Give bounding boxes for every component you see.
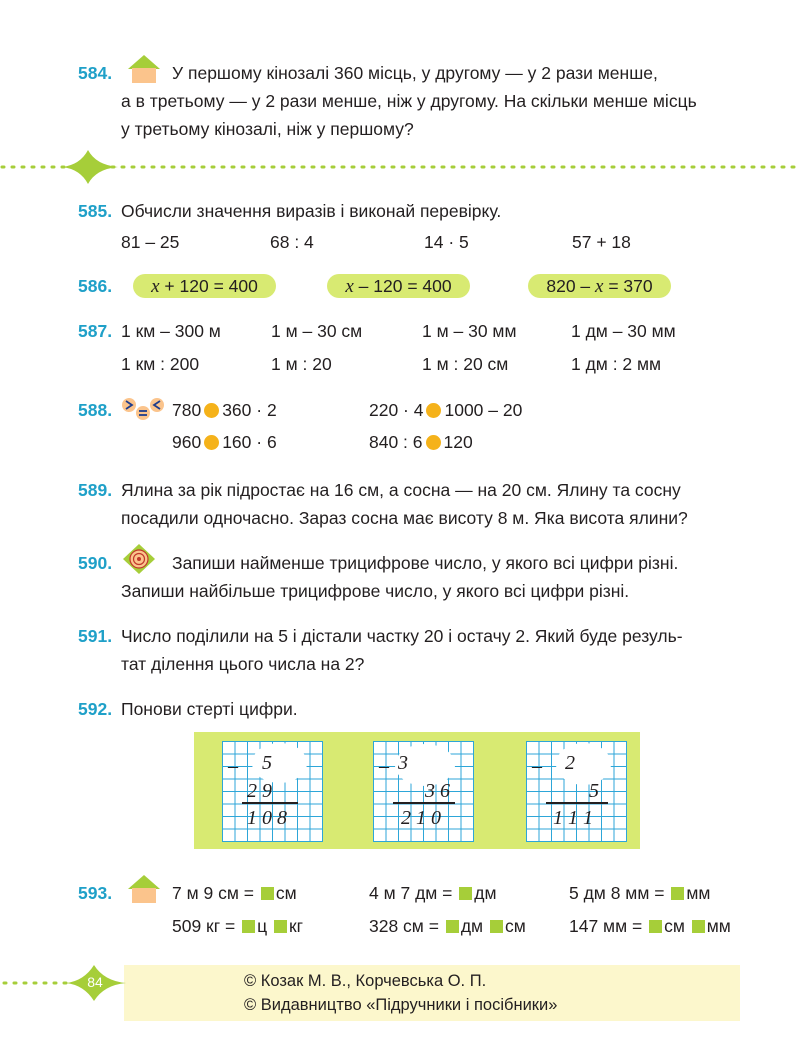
compare-slot-icon bbox=[204, 403, 219, 418]
blank-box-icon bbox=[274, 920, 287, 933]
compare-slot-icon bbox=[426, 403, 441, 418]
task-number: 586. bbox=[78, 276, 113, 296]
task-text-line: а в третьому — у 2 рази менше, ніж у другому. На скільки менше місць bbox=[121, 91, 697, 111]
blank-box-icon bbox=[446, 920, 459, 933]
equation: x – 120 = 400 bbox=[327, 274, 470, 298]
task-text-line: тат ділення цього числа на 2? bbox=[121, 654, 365, 674]
home-icon bbox=[126, 874, 162, 904]
task-number: 590. bbox=[78, 553, 113, 573]
conversion: 4 м 7 дм = дм bbox=[369, 883, 497, 903]
section-divider bbox=[0, 146, 800, 186]
conversion: 147 мм = см мм bbox=[569, 916, 731, 936]
task-number: 592. bbox=[78, 699, 113, 719]
expression: 1 м – 30 мм bbox=[422, 321, 517, 341]
comparison: 780 360 · 2 bbox=[172, 400, 277, 420]
expression: 1 дм – 30 мм bbox=[571, 321, 676, 341]
expression: 1 м : 20 см bbox=[422, 354, 509, 374]
expression: 1 км – 300 м bbox=[121, 321, 221, 341]
task-number: 591. bbox=[78, 626, 113, 646]
page-number: 84 bbox=[87, 974, 103, 990]
equation: 820 – x = 370 bbox=[528, 274, 671, 298]
task-text-line: Число поділили на 5 і дістали частку 20 і остачу 2. Який буде резуль- bbox=[121, 626, 683, 646]
comparison: 840 : 6 120 bbox=[369, 432, 473, 452]
division-grid: – 3 3 6 2 1 0 bbox=[373, 741, 474, 842]
expression: 1 м – 30 см bbox=[271, 321, 363, 341]
blank-box-icon bbox=[692, 920, 705, 933]
conversion: 7 м 9 см = см bbox=[172, 883, 297, 903]
task-text: Обчисли значення виразів і виконай перевірку. bbox=[121, 201, 502, 221]
task-text-line: У першому кінозалі 360 місць, у другому — у 2 рази менше, bbox=[172, 63, 658, 83]
comparison: 220 · 4 1000 – 20 bbox=[369, 400, 523, 420]
conversion: 328 см = дм см bbox=[369, 916, 526, 936]
expression: 1 дм : 2 мм bbox=[571, 354, 662, 374]
expression: 1 км : 200 bbox=[121, 354, 200, 374]
compare-signs-icon bbox=[121, 397, 165, 421]
division-grid: – 5 2 9 1 0 8 bbox=[222, 741, 323, 842]
task-number: 584. bbox=[78, 63, 113, 83]
blank-box-icon bbox=[671, 887, 684, 900]
blank-box-icon bbox=[490, 920, 503, 933]
conversion: 509 кг = ц кг bbox=[172, 916, 304, 936]
division-grid: – 2 5 1 1 1 bbox=[526, 741, 627, 842]
comparison: 960 160 · 6 bbox=[172, 432, 277, 452]
target-icon bbox=[120, 543, 158, 575]
expression: 57 + 18 bbox=[572, 232, 631, 252]
task-text-line: Запиши найменше трицифрове число, у якого всі цифри різні. bbox=[172, 553, 679, 573]
blank-box-icon bbox=[459, 887, 472, 900]
blank-box-icon bbox=[649, 920, 662, 933]
task-number: 587. bbox=[78, 321, 113, 341]
compare-slot-icon bbox=[204, 435, 219, 450]
task-text-line: посадили одночасно. Зараз сосна має висоту 8 м. Яка висота ялини? bbox=[121, 508, 688, 528]
task-text-line: у третьому кінозалі, ніж у першому? bbox=[121, 119, 414, 139]
expression: 68 : 4 bbox=[270, 232, 314, 252]
task-number: 589. bbox=[78, 480, 113, 500]
task-number: 588. bbox=[78, 400, 113, 420]
blank-box-icon bbox=[242, 920, 255, 933]
blank-box-icon bbox=[261, 887, 274, 900]
task-text: Понови стерті цифри. bbox=[121, 699, 298, 719]
expression: 14 · 5 bbox=[424, 232, 469, 252]
home-icon bbox=[126, 54, 162, 84]
copyright-line: © Козак М. В., Корчевська О. П. bbox=[244, 972, 487, 990]
task-text-line: Запиши найбільше трицифрове число, у якого всі цифри різні. bbox=[121, 581, 630, 601]
equation: x + 120 = 400 bbox=[133, 274, 276, 298]
task-text-line: Ялина за рік підростає на 16 см, а сосна — на 20 см. Ялину та сосну bbox=[121, 480, 681, 500]
compare-slot-icon bbox=[426, 435, 441, 450]
task-number: 585. bbox=[78, 201, 113, 221]
expression: 81 – 25 bbox=[121, 232, 180, 252]
task-number: 593. bbox=[78, 883, 113, 903]
copyright-line: © Видавництво «Підручники і посібники» bbox=[244, 996, 558, 1014]
conversion: 5 дм 8 мм = мм bbox=[569, 883, 711, 903]
expression: 1 м : 20 bbox=[271, 354, 332, 374]
